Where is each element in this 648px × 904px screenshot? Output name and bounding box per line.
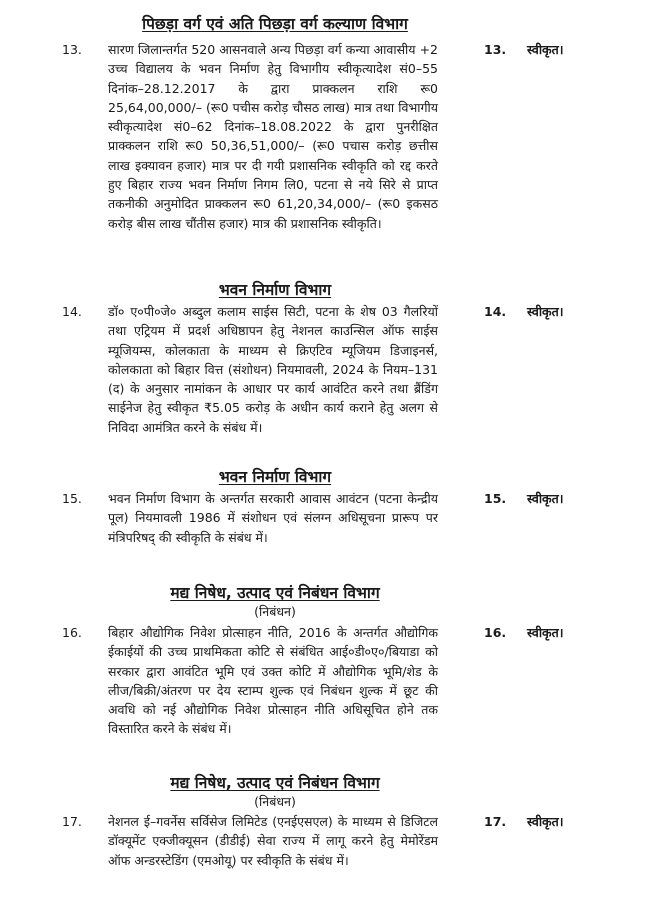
item-number: 17. bbox=[62, 814, 82, 829]
item-number: 15. bbox=[62, 491, 82, 506]
decision-status: स्वीकृत। bbox=[527, 304, 564, 319]
department-subheading: (निबंधन) bbox=[254, 794, 296, 809]
decision-number: 13. bbox=[484, 42, 507, 57]
item-description: डॉ० ए०पी०जे० अब्दुल कलाम साईस सिटी, पटना के शेष 03 गैलरियों तथा एट्रियम में प्रदर्श अधिष्ठापन हेतु नेशनल काउन्सिल ऑफ साईस म्यूजियम्स, कोलकाता के माध्यम से क्रिएटिव म्यूजियम डिजाइनर्स, कोलकाता को बिहार वित्त (संशोधन) नियमावली, 2024 के नियम–131 (द) के अनुसार नामांकन के आधार पर कार्य आवंटित करने तथा ब्रैंडिंग साईनेज हेतु स्वीकृत ₹5.05 करोड़ के अधीन कार्य कराने हेतु अलग से निविदा आमंत्रित करने के संबंध में। bbox=[108, 304, 438, 435]
department-heading: मद्य निषेध, उत्पाद एवं निबंधन विभाग bbox=[170, 584, 380, 602]
item-number: 14. bbox=[62, 304, 82, 319]
department-heading: मद्य निषेध, उत्पाद एवं निबंधन विभाग bbox=[170, 774, 380, 792]
item-description: बिहार औद्योगिक निवेश प्रोत्साहन नीति, 2016 के अन्तर्गत औद्योगिक ईकाईयों की उच्च प्राथमिकता कोटि से संबंधित आई०डी०ए०/बियाडा को सरकार द्वारा आवंटित भूमि एवं उक्त कोटि में औद्योगिक भूमि/शेड के लीज/बिक्री/अंतरण पर देय स्टाम्प शुल्क एवं निबंधन शुल्क में छूट की अवधि को नई औद्योगिक निवेश प्रोत्साहन नीति अधिसूचित होने तक विस्तारित करने के संबंध में। bbox=[108, 625, 438, 737]
decision-number: 15. bbox=[484, 491, 507, 506]
department-heading: पिछड़ा वर्ग एवं अति पिछड़ा वर्ग कल्याण विभाग bbox=[142, 15, 408, 33]
item-number: 13. bbox=[62, 42, 82, 57]
item-description: सारण जिलान्तर्गत 520 आसनवाले अन्य पिछड़ा वर्ग कन्या आवासीय +2 उच्च विद्यालय के भवन निर्माण हेतु विभागीय स्वीकृत्यादेश सं0–55 दिनांक–28.12.2017 के द्वारा प्राक्कलन राशि रू0 25,64,00,000/– (रू0 पचीस करोड़ चौसठ लाख) मात्र तथा विभागीय स्वीकृत्यादेश सं0–62 दिनांक–18.08.2022 के द्वारा पुनरीक्षित प्राक्कलन राशि रू0 50,36,51,000/– (रू0 पचास करोड़ छत्तीस लाख इक्यावन हजार) मात्र पर दी गयी प्रशासनिक स्वीकृति को रद्द करते हुए बिहार राज्य भवन निर्माण निगम लि0, पटना से नये सिरे से प्राप्त तकनीकी अनुमोदित प्राक्कलन रू0 61,20,34,000/– (रू0 इकसठ करोड़ बीस लाख चौंतीस हजार) मात्र की प्रशासनिक स्वीकृति। bbox=[108, 42, 438, 231]
decision-status: स्वीकृत। bbox=[527, 625, 564, 640]
decision-status: स्वीकृत। bbox=[527, 814, 564, 829]
item-description: भवन निर्माण विभाग के अन्तर्गत सरकारी आवास आवंटन (पटना केन्द्रीय पूल) नियमावली 1986 में संशोधन एवं संलग्न अधिसूचना प्रारूप पर मंत्रिपरिषद् की स्वीकृति के संबंध में। bbox=[108, 491, 438, 545]
decision-number: 16. bbox=[484, 625, 507, 640]
item-number: 16. bbox=[62, 625, 82, 640]
decision-status: स्वीकृत। bbox=[527, 491, 564, 506]
decision-status: स्वीकृत। bbox=[527, 42, 564, 57]
department-heading: भवन निर्माण विभाग bbox=[218, 468, 332, 486]
department-heading: भवन निर्माण विभाग bbox=[218, 281, 332, 299]
department-subheading: (निबंधन) bbox=[254, 604, 296, 619]
decision-number: 14. bbox=[484, 304, 507, 319]
item-description: नेशनल ई–गवर्नेस सर्विसेज लिमिटेड (एनईएसएल) के माध्यम से डिजिटल डॉक्यूमेंट एक्जीक्यूसन (डीडीई) सेवा राज्य में लागू करने हेतु मेमोरेंडम ऑफ अन्डरस्टेडिंग (एमओयू) पर स्वीकृति के संबंध में। bbox=[108, 814, 438, 868]
decision-number: 17. bbox=[484, 814, 507, 829]
